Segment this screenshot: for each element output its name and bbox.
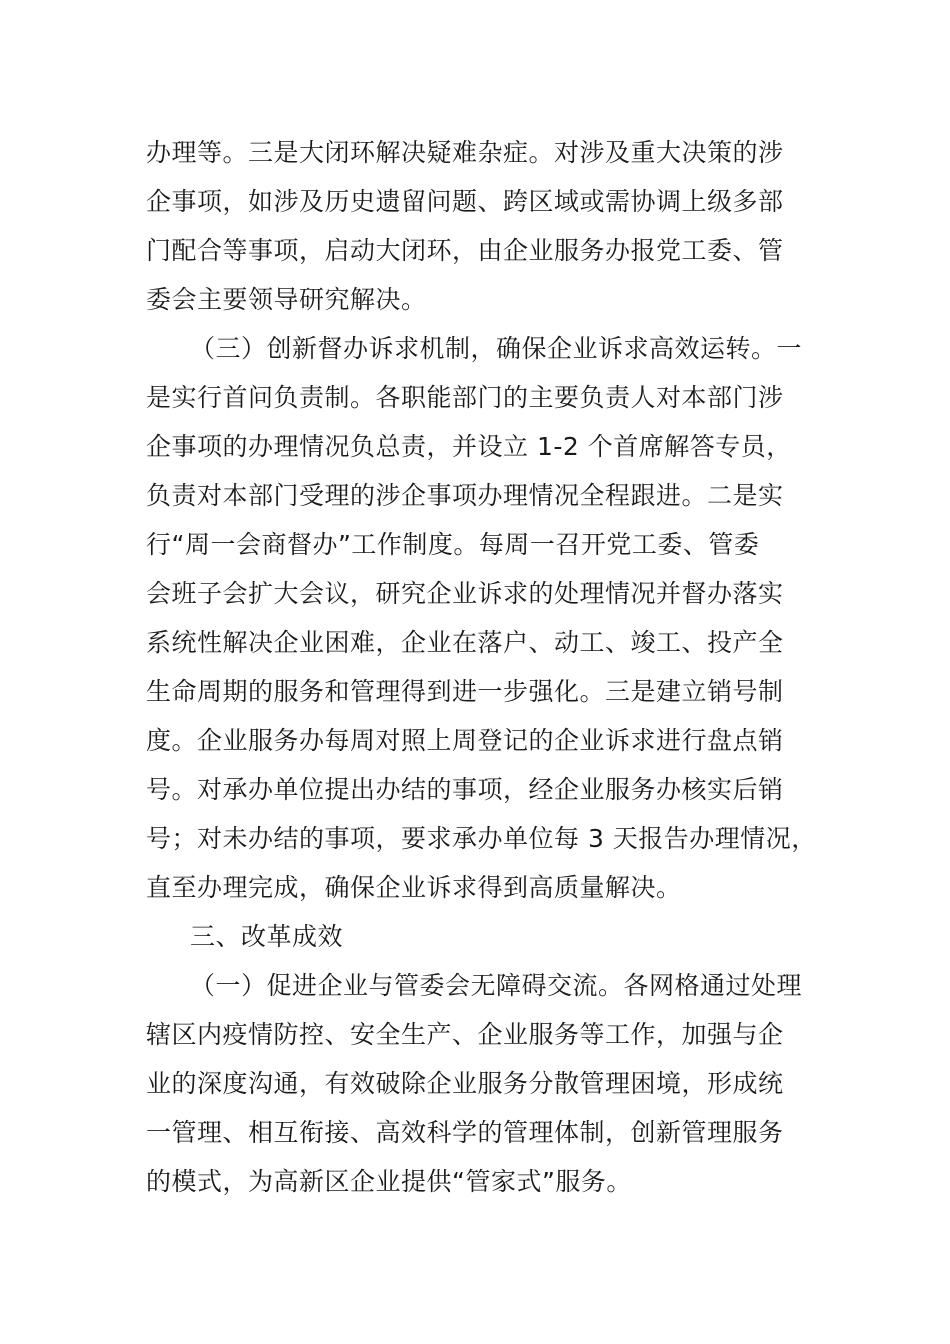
text-line: 系统性解决企业困难，企业在落户、动工、竣工、投产全: [146, 628, 784, 657]
text-line: 负责对本部门受理的涉企事项办理情况全程跟进。二是实: [146, 481, 784, 510]
text-line: 一管理、相互衔接、高效科学的管理体制，创新管理服务: [146, 1118, 784, 1147]
text-line: 企事项，如涉及历史遗留问题、跨区域或需协调上级多部: [146, 187, 784, 216]
text-line: （一）促进企业与管委会无障碍交流。各网格通过处理: [190, 971, 803, 1000]
text-line: （三）创新督办诉求机制，确保企业诉求高效运转。一: [190, 334, 803, 363]
text-line: 行“周一会商督办”工作制度。每周一召开党工委、管委: [146, 530, 760, 559]
text-line: 委会主要领导研究解决。: [146, 285, 427, 314]
heading-line: 三、改革成效: [190, 922, 344, 951]
text-line: 是实行首问负责制。各职能部门的主要负责人对本部门涉: [146, 383, 784, 412]
text-line: 度。企业服务办每周对照上周登记的企业诉求进行盘点销: [146, 726, 784, 755]
text-line: 办理等。三是大闭环解决疑难杂症。对涉及重大决策的涉: [146, 138, 784, 167]
text-line: 号。对承办单位提出办结的事项，经企业服务办核实后销: [146, 775, 784, 804]
paragraph-reform-results: [146, 961, 806, 1206]
text-line: 直至办理完成，确保企业诉求得到高质量解决。: [146, 873, 682, 902]
text-line: 门配合等事项，启动大闭环，由企业服务办报党工委、管: [146, 236, 784, 265]
text-line: 生命周期的服务和管理得到进一步强化。三是建立销号制: [146, 677, 784, 706]
paragraph-supervision-mechanism: [146, 324, 817, 912]
text-line: 会班子会扩大会议，研究企业诉求的处理情况并督办落实: [146, 579, 784, 608]
text-line: 企事项的办理情况负总责，并设立 1-2 个首席解答专员，: [146, 432, 792, 461]
section-heading: [146, 912, 806, 961]
text-line: 的模式，为高新区企业提供“管家式”服务。: [146, 1167, 632, 1196]
paragraph-continuation: [146, 128, 806, 324]
text-line: 辖区内疫情防控、安全生产、企业服务等工作，加强与企: [146, 1020, 784, 1049]
text-line: 业的深度沟通，有效破除企业服务分散管理困境，形成统: [146, 1069, 784, 1098]
document-body: [146, 128, 817, 1206]
text-line: 号；对未办结的事项，要求承办单位每 3 天报告办理情况，: [146, 824, 817, 853]
